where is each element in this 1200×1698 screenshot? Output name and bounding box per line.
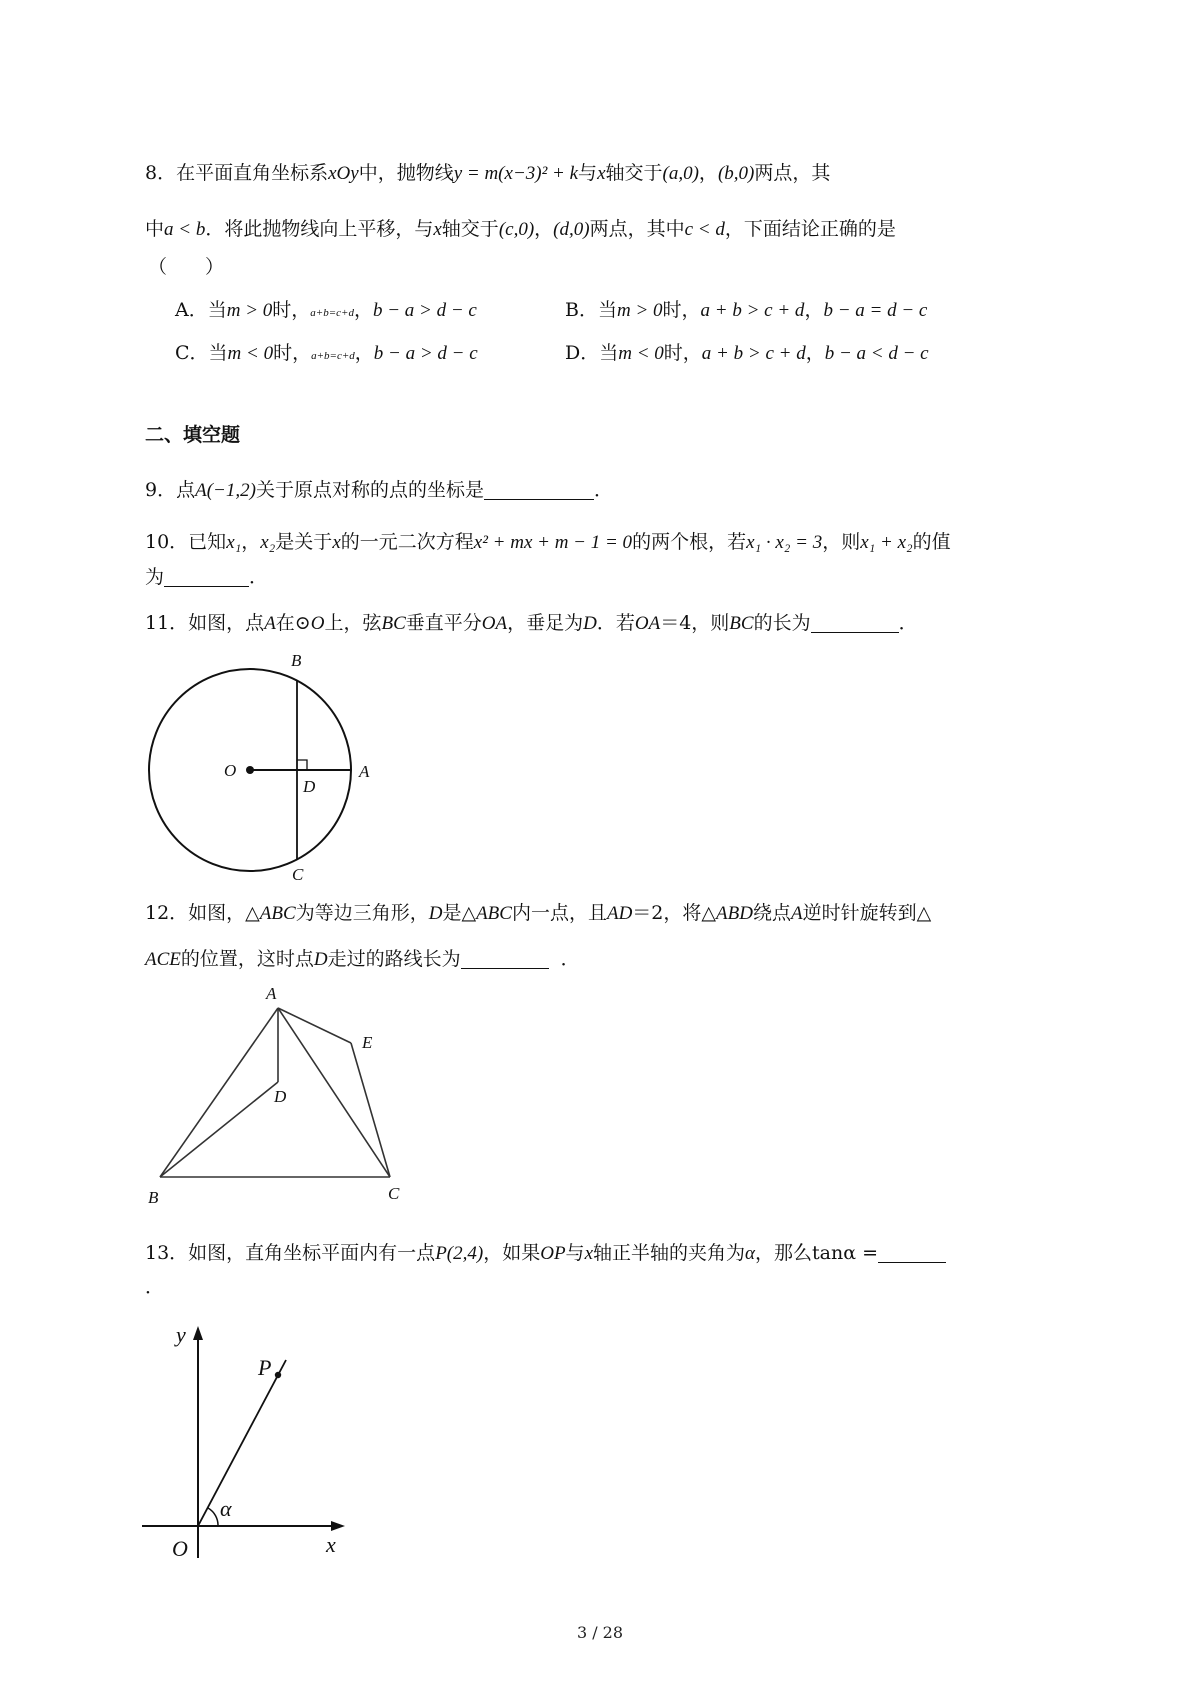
label-o: O: [224, 761, 237, 780]
q8-text: 中: [145, 218, 165, 240]
q10-sep: ，: [241, 531, 261, 553]
option-expr2: b − a > d − c: [373, 343, 478, 364]
q12-text: ＝2，将△: [632, 902, 716, 924]
q13-text: ，如果: [483, 1242, 541, 1264]
q8-text: ．将此抛物线向上平移，与: [205, 218, 434, 240]
label-a: A: [359, 762, 370, 781]
segment-ac: [278, 1008, 390, 1177]
option-label: A．当: [175, 299, 227, 321]
q8-point-d: (d,0): [553, 219, 590, 240]
q9-text: 9．点: [145, 479, 196, 501]
q12-text: 12．如图，△: [145, 902, 260, 924]
label-b: B: [291, 651, 302, 670]
label-b: B: [148, 1188, 159, 1207]
q11-var: A: [264, 613, 276, 634]
q8-coord-system: xOy: [328, 163, 359, 184]
q13-coordinate-figure: [140, 1320, 360, 1580]
q11-var: O: [310, 613, 325, 634]
option-label: B．当: [565, 299, 617, 321]
angle-arc: [208, 1508, 218, 1526]
q13-text: 与: [565, 1242, 585, 1264]
q10-end: ．: [249, 566, 269, 588]
q8-sep: ，: [698, 162, 718, 184]
option-condition: m > 0: [616, 300, 663, 321]
q11-text: 11．如图，点: [145, 612, 265, 634]
q10-text: ，则: [822, 531, 861, 553]
q8-line2: [145, 214, 896, 245]
q12-var: A: [790, 903, 803, 924]
q13-point: P(2,4): [435, 1243, 484, 1264]
q10-text: 10．已知: [145, 531, 227, 553]
q11: [145, 608, 918, 639]
q11-text: 上，弦: [324, 612, 382, 634]
q13: [145, 1238, 946, 1269]
label-y: y: [176, 1322, 186, 1347]
q12-text: 为等边三角形，: [295, 902, 429, 924]
option-sep: ，: [353, 299, 373, 321]
q11-text: ＝4，则: [660, 612, 730, 634]
label-a: A: [266, 984, 277, 1003]
q8-text: ，下面结论正确的是: [724, 218, 896, 240]
option-label: C．当: [175, 342, 228, 364]
q12-text: 内一点，且: [511, 902, 607, 924]
label-c: C: [388, 1184, 400, 1203]
q8-answer-paren: （ ）: [148, 256, 225, 278]
q12-text: 走过的路线长为: [327, 948, 461, 970]
q10-line1: [145, 527, 951, 558]
q8-text: 轴交于: [441, 218, 499, 240]
q13-answer-blank[interactable]: [878, 1240, 946, 1263]
q12-text: 是△: [442, 902, 477, 924]
q13-var: α: [745, 1243, 755, 1264]
q8-condition-ab: a < b: [164, 219, 206, 240]
q10-text: 为: [145, 566, 165, 588]
q11-var: BC: [729, 613, 754, 634]
q11-circle-figure: [140, 648, 380, 884]
q12-answer-blank[interactable]: [461, 946, 549, 969]
point-p: [275, 1372, 281, 1378]
q11-end: ．: [898, 612, 918, 634]
option-text: 时，: [273, 342, 312, 364]
q10-text: 的两个根，若: [632, 531, 747, 553]
q8-option-d[interactable]: [565, 338, 929, 369]
segment-ec: [351, 1043, 390, 1177]
q9-end: ．: [593, 479, 613, 501]
q10-x: x: [332, 532, 341, 553]
q12-triangle-figure: [140, 985, 420, 1210]
q12-var: ABD: [716, 903, 753, 924]
label-e: E: [362, 1033, 373, 1052]
label-d: D: [274, 1087, 287, 1106]
option-sep: ，: [354, 342, 374, 364]
right-angle-mark: [297, 760, 307, 770]
q13-text: ，那么: [755, 1242, 813, 1264]
q10-answer-blank[interactable]: [164, 564, 249, 587]
q8-text: 中，抛物线: [358, 162, 454, 184]
page-number: 3 / 28: [576, 1623, 624, 1642]
option-condition: m < 0: [618, 343, 664, 364]
q13-text: 13．如图，直角坐标平面内有一点: [145, 1242, 436, 1264]
q9-text: 关于原点对称的点的坐标是: [255, 479, 484, 501]
option-expr1: a + b > c + d: [701, 343, 806, 364]
q11-text: ．若: [596, 612, 635, 634]
q12-text: 绕点: [752, 902, 791, 924]
q10-x2: x₂: [260, 532, 276, 553]
q13-tan: tanα =: [812, 1242, 879, 1264]
q13-text: 轴正半轴的夹角为: [593, 1242, 746, 1264]
q8-sep: ，: [534, 218, 554, 240]
q12-end: ．: [560, 948, 580, 970]
q11-text: 在⊙: [275, 612, 311, 634]
segment-bd: [160, 1082, 278, 1177]
y-axis-arrow: [193, 1326, 203, 1340]
option-label: D．当: [565, 342, 619, 364]
q10-product: x₁ · x₂ = 3: [746, 532, 823, 553]
q11-var: BC: [381, 613, 406, 634]
q10-equation: x² + mx + m − 1 = 0: [473, 532, 633, 553]
option-expr2: b − a < d − c: [824, 343, 929, 364]
label-alpha: α: [220, 1496, 232, 1521]
option-sep: ，: [805, 342, 825, 364]
q8-x: x: [597, 163, 606, 184]
q8-text: 两点，其中: [589, 218, 685, 240]
label-c: C: [292, 865, 304, 884]
q12-var: ABC: [259, 903, 296, 924]
q10-text: 的一元二次方程: [340, 531, 474, 553]
q12-var: D: [313, 949, 328, 970]
center-point: [246, 766, 254, 774]
label-p: P: [258, 1355, 272, 1380]
q12-var: AD: [606, 903, 633, 924]
q11-var: D: [583, 613, 597, 634]
q12-text: 逆时针旋转到△: [802, 902, 932, 924]
q11-text: ，垂足为: [507, 612, 584, 634]
q9-point: A(−1,2): [195, 480, 256, 501]
segment-ab: [160, 1008, 278, 1177]
q8-text: 两点，其: [754, 162, 831, 184]
option-expr2: b − a = d − c: [823, 300, 928, 321]
q10-sum: x₁ + x₂: [860, 532, 913, 553]
q8-option-a[interactable]: [175, 295, 477, 328]
q8-point-b: (b,0): [717, 163, 755, 184]
q8-option-c[interactable]: [175, 338, 478, 371]
q8-condition-cd: c < d: [684, 219, 725, 240]
q8-text: 8．在平面直角坐标系: [145, 162, 329, 184]
q10-x1: x₁: [226, 532, 242, 553]
q8-text: 与: [578, 162, 598, 184]
q8-parabola-equation: y = m(x−3)² + k: [453, 163, 579, 184]
label-o: O: [172, 1536, 188, 1561]
q11-answer-blank[interactable]: [811, 610, 899, 633]
section-title: 二、填空题: [145, 424, 241, 446]
option-sep: ，: [804, 299, 824, 321]
q8-line1: [145, 158, 830, 189]
q8-text: 轴交于: [605, 162, 663, 184]
label-x: x: [326, 1532, 336, 1557]
x-axis-arrow: [331, 1521, 345, 1531]
label-d: D: [303, 777, 316, 796]
q11-text: 垂直平分: [405, 612, 482, 634]
option-text: 时，: [663, 342, 702, 364]
q13-var: x: [584, 1243, 593, 1264]
q12-var: ACE: [145, 949, 181, 970]
option-condition: m > 0: [226, 300, 273, 321]
q12-line2: [145, 944, 580, 975]
q10-line2: [145, 562, 268, 592]
q11-text: 的长为: [753, 612, 811, 634]
option-expr2: b − a > d − c: [372, 300, 477, 321]
option-text: 时，: [662, 299, 701, 321]
q12-var: ABC: [476, 903, 512, 924]
q11-var: OA: [634, 613, 661, 634]
option-condition: m < 0: [227, 343, 274, 364]
q8-point-c: (c,0): [498, 219, 535, 240]
q10-text: 是关于: [275, 531, 333, 553]
q13-var: OP: [540, 1243, 566, 1264]
q8-option-b[interactable]: [565, 295, 927, 326]
option-expr1: a+b=c+d: [310, 307, 354, 319]
q10-text: 的值: [912, 531, 951, 553]
q11-var: OA: [481, 613, 508, 634]
q8-x: x: [433, 219, 442, 240]
q13-end: ．: [145, 1276, 165, 1298]
q8-point-a: (a,0): [662, 163, 699, 184]
option-text: 时，: [272, 299, 311, 321]
ray-op: [198, 1360, 286, 1526]
q9-answer-blank[interactable]: [484, 477, 594, 500]
q12-var: D: [428, 903, 443, 924]
q12-text: 的位置，这时点: [180, 948, 314, 970]
option-expr1: a+b=c+d: [311, 350, 355, 362]
option-expr1: a + b > c + d: [700, 300, 805, 321]
q12-line1: [145, 898, 931, 929]
q9: [145, 475, 613, 506]
